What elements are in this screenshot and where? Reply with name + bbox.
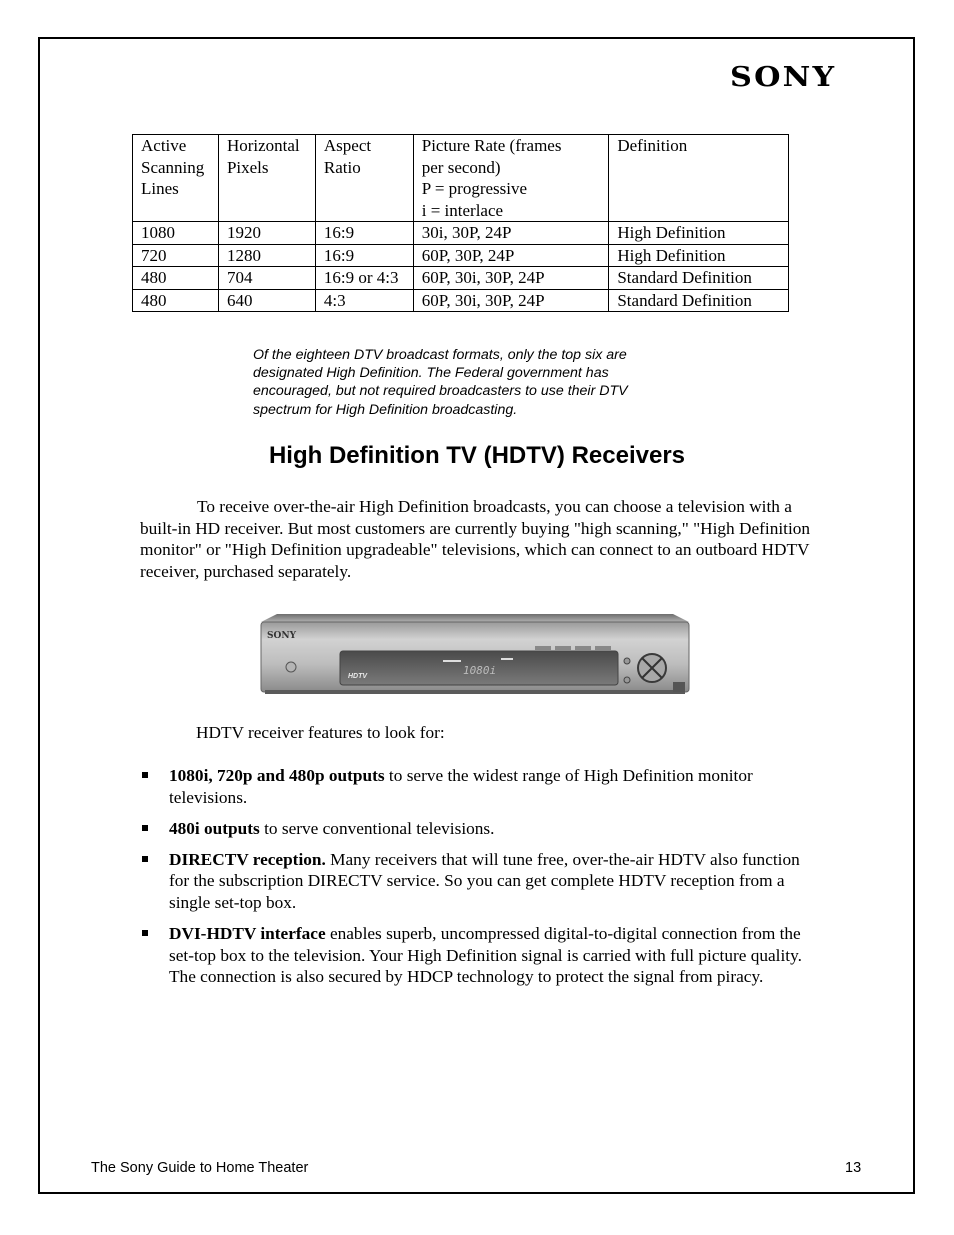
bullet-square-icon bbox=[142, 825, 148, 831]
receiver-hdtv-label: HDTV bbox=[348, 673, 368, 680]
table-cell: 704 bbox=[218, 267, 315, 290]
bullet-square-icon bbox=[142, 930, 148, 936]
table-cell: High Definition bbox=[609, 222, 789, 245]
table-cell: 1080 bbox=[133, 222, 219, 245]
header-picture-rate: Picture Rate (frames per second) P = progressive i = interlace bbox=[413, 135, 609, 222]
page-number: 13 bbox=[845, 1160, 862, 1176]
sony-logo: SONY bbox=[730, 62, 837, 93]
footer-title: The Sony Guide to Home Theater bbox=[91, 1160, 309, 1176]
list-item bbox=[140, 849, 820, 914]
header-definition: Definition bbox=[609, 135, 789, 222]
bullet-square-icon bbox=[142, 856, 148, 862]
hdtv-receiver-image bbox=[255, 606, 695, 698]
table-cell: Standard Definition bbox=[609, 267, 789, 290]
intro-paragraph: To receive over-the-air High Definition broadcasts, you can choose a television with a built-in HD receiver. But most customers are currently buying "high scanning," "High Definition monitor" or "High Definition upgradeable" televisions, which can connect to an outboard HDTV receiver, purchased separately. bbox=[140, 497, 811, 581]
table-cell: 30i, 30P, 24P bbox=[413, 222, 609, 245]
table-cell: 1280 bbox=[218, 244, 315, 267]
feature-title: 1080i, 720p and 480p outputs bbox=[169, 766, 385, 785]
table-row bbox=[133, 267, 789, 290]
list-item bbox=[140, 818, 820, 840]
receiver-display-text: 1080i bbox=[463, 664, 497, 677]
header-active-scanning-lines: Active Scanning Lines bbox=[133, 135, 219, 222]
table-cell: 60P, 30i, 30P, 24P bbox=[413, 267, 609, 290]
table-cell: Standard Definition bbox=[609, 289, 789, 312]
table-cell: 16:9 bbox=[315, 244, 413, 267]
table-cell: 720 bbox=[133, 244, 219, 267]
feature-text: Many receivers that will tune free, over-the-air HDTV also function for the subscription DIRECTV service. So you can get complete HDTV reception from a single set-top box. bbox=[169, 849, 800, 912]
section-heading: High Definition TV (HDTV) Receivers bbox=[268, 442, 686, 469]
feature-title: 480i outputs bbox=[169, 818, 260, 838]
feature-text: to serve the widest range of High Definition monitor televisions. bbox=[169, 766, 753, 807]
features-intro: HDTV receiver features to look for: bbox=[196, 723, 445, 742]
list-item bbox=[140, 923, 820, 988]
feature-text: to serve conventional televisions. bbox=[259, 818, 495, 838]
table-cell: 480 bbox=[133, 289, 219, 312]
table-caption: Of the eighteen DTV broadcast formats, only the top six are designated High Definition. The Federal government has encouraged, but not required broadcasters to use their DTV spectrum for High Definition broadcasting. bbox=[253, 347, 628, 418]
header-horizontal-pixels: Horizontal Pixels bbox=[218, 135, 315, 222]
features-list bbox=[140, 765, 820, 997]
table-cell: 4:3 bbox=[315, 289, 413, 312]
table-cell: 640 bbox=[218, 289, 315, 312]
table-cell: 60P, 30P, 24P bbox=[413, 244, 609, 267]
table-cell: 480 bbox=[133, 267, 219, 290]
table-row bbox=[133, 222, 789, 245]
header-aspect-ratio: Aspect Ratio bbox=[315, 135, 413, 222]
table-row bbox=[133, 289, 789, 312]
feature-text: enables superb, uncompressed digital-to-digital connection from the set-top box to the television. Your High Definition signal is carried with full picture quality. The connection is also secured by HDCP technology to protect the signal from piracy. bbox=[169, 924, 802, 987]
table-cell: 16:9 or 4:3 bbox=[315, 267, 413, 290]
list-item bbox=[140, 765, 820, 808]
table-cell: 16:9 bbox=[315, 222, 413, 245]
table-cell: 1920 bbox=[218, 222, 315, 245]
receiver-brand-label: SONY bbox=[267, 631, 296, 641]
dtv-formats-table bbox=[132, 134, 789, 312]
feature-title: DIRECTV reception. bbox=[169, 849, 326, 869]
table-header-row bbox=[133, 135, 789, 222]
bullet-square-icon bbox=[142, 772, 148, 778]
table-cell: High Definition bbox=[609, 244, 789, 267]
table-cell: 60P, 30i, 30P, 24P bbox=[413, 289, 609, 312]
feature-title: DVI-HDTV interface bbox=[169, 924, 326, 944]
table-row bbox=[133, 244, 789, 267]
